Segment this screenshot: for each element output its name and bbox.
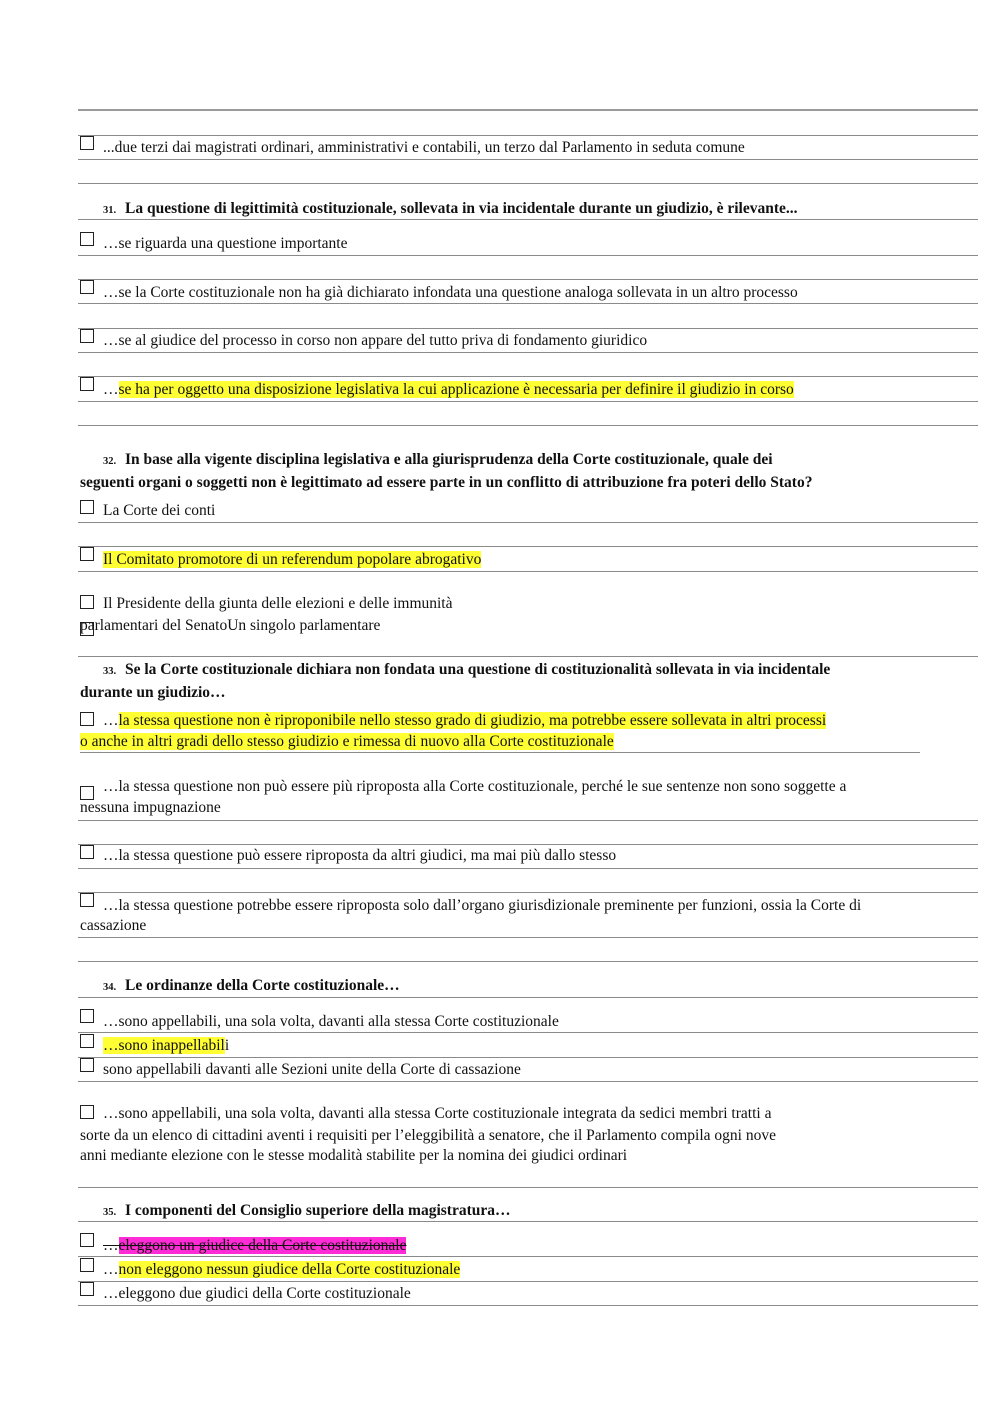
question-text: La questione di legittimità costituzionale, sollevata in via incidentale durante un giudizio, è rilevante...	[125, 200, 798, 217]
option-text: …la stessa questione può essere riproposta da altri giudici, ma mai più dallo stesso	[103, 847, 617, 864]
question-text: Le ordinanze della Corte costituzionale…	[125, 977, 400, 994]
checkbox[interactable]	[80, 893, 94, 907]
option-text-rest: i	[224, 1037, 230, 1054]
option-text-correct	[103, 711, 826, 731]
checkbox[interactable]	[80, 232, 94, 246]
question-35	[80, 1200, 978, 1223]
option-text: …eleggono due giudici della Corte costituzionale	[103, 1285, 411, 1302]
option-text: …se al giudice del processo in corso non appare del tutto priva di fondamento giuridico	[103, 332, 648, 349]
ellipsis: …	[103, 381, 119, 398]
option-text-cont	[80, 732, 980, 752]
checkbox[interactable]	[80, 377, 94, 391]
question-34	[80, 975, 978, 998]
option-text: …se riguarda una questione importante	[103, 235, 348, 252]
divider	[78, 1281, 978, 1282]
question-text-cont: seguenti organi o soggetti non è legittimato ad essere parte in un conflitto di attribuzione fra poteri dello Stato?	[80, 474, 813, 491]
checkbox[interactable]	[80, 329, 94, 343]
option-text: …sono appellabili, una sola volta, davanti alla stessa Corte costituzionale	[103, 1013, 559, 1030]
divider	[78, 328, 978, 329]
divider	[78, 571, 978, 572]
checkbox[interactable]	[80, 712, 94, 726]
divider	[78, 1057, 978, 1058]
option-text-correct	[103, 1036, 229, 1056]
checkbox[interactable]	[80, 1282, 94, 1296]
divider	[78, 820, 978, 821]
option-text-struck	[103, 1236, 406, 1256]
divider	[78, 1305, 978, 1306]
question-number: 31.	[103, 205, 117, 216]
option-text-correct	[103, 550, 481, 570]
checkbox[interactable]	[80, 280, 94, 294]
option-text: …sono appellabili, una sola volta, davanti alla stessa Corte costituzionale integrata da sedici membri tratti a	[103, 1105, 772, 1122]
option-text: Il Presidente della giunta delle elezioni e delle immunità	[103, 595, 453, 612]
divider	[80, 752, 920, 753]
option-text: …la stessa questione non può essere più riproposta alla Corte costituzionale, perché le sue sentenze non sono soggette a	[103, 778, 847, 795]
divider	[78, 844, 978, 845]
option-text: Un singolo parlamentare	[227, 617, 381, 634]
option-text-cont: nessuna impugnazione	[80, 799, 221, 816]
divider	[78, 279, 978, 280]
checkbox[interactable]	[80, 595, 94, 609]
highlighted-answer: la stessa questione non è riproponibile nello stesso grado di giudizio, ma potrebbe essere sollevata in altri processi	[118, 712, 827, 729]
question-31	[80, 198, 978, 221]
checkbox[interactable]	[80, 1009, 94, 1023]
divider	[78, 656, 978, 657]
checkbox[interactable]	[80, 1105, 94, 1119]
option-text-cont: cassazione	[80, 917, 147, 934]
checkbox[interactable]	[80, 500, 94, 514]
option-text: …la stessa questione potrebbe essere riproposta solo dall’organo giurisdizionale preminente per funzioni, ossia la Corte di	[103, 897, 862, 914]
option-text-line: parlamentari del Senato	[80, 617, 228, 634]
highlighted-answer: o anche in altri gradi dello stesso giudizio e rimessa di nuovo alla Corte costituzionale	[80, 733, 614, 750]
checkbox[interactable]	[80, 1058, 94, 1072]
highlighted-answer: se ha per oggetto una disposizione legislativa la cui applicazione è necessaria per definire il giudizio in corso	[118, 381, 794, 398]
divider	[78, 219, 978, 220]
option-text-cont: sorte da un elenco di cittadini aventi i requisiti per l’eleggibilità a senatore, che il Parlamento compila ogni nove	[80, 1127, 776, 1144]
divider	[78, 1221, 978, 1222]
divider	[78, 868, 978, 869]
option-text: ...due terzi dai magistrati ordinari, amministrativi e contabili, un terzo dal Parlamento in seduta comune	[103, 139, 745, 156]
checkbox[interactable]	[80, 1258, 94, 1272]
divider	[78, 937, 978, 938]
highlighted-answer: …sono inappellabil	[103, 1037, 225, 1054]
question-33	[80, 659, 978, 703]
question-number: 34.	[103, 982, 117, 993]
divider	[78, 376, 978, 377]
ellipsis: …	[103, 1261, 119, 1278]
divider	[78, 352, 978, 353]
divider	[78, 303, 978, 304]
question-text-cont: durante un giudizio…	[80, 684, 226, 701]
option-text-cont	[80, 616, 980, 636]
highlighted-answer: Il Comitato promotore di un referendum popolare abrogativo	[103, 551, 482, 568]
option-text: …se la Corte costituzionale non ha già dichiarato infondata una questione analoga sollevata in un altro processo	[103, 284, 798, 301]
checkbox[interactable]	[80, 845, 94, 859]
divider	[78, 401, 978, 402]
question-text: In base alla vigente disciplina legislativa e alla giurisprudenza della Corte costituzionale, quale dei	[125, 451, 773, 468]
option-text: La Corte dei conti	[103, 502, 216, 519]
option-text-correct	[103, 1260, 460, 1280]
divider	[78, 961, 978, 962]
divider	[78, 892, 978, 893]
question-text: Se la Corte costituzionale dichiara non fondata una questione di costituzionalità sollevata in via incidentale	[125, 661, 831, 678]
divider	[78, 522, 978, 523]
divider	[78, 159, 978, 160]
option-text-cont: anni mediante elezione con le stesse modalità stabilite per la nomina dei giudici ordinari	[80, 1147, 628, 1164]
divider	[78, 1187, 978, 1188]
divider	[78, 546, 978, 547]
ellipsis: …	[103, 1237, 119, 1254]
divider	[78, 135, 978, 136]
divider	[78, 1032, 978, 1033]
divider	[78, 1081, 978, 1082]
option-text-correct	[103, 380, 794, 400]
struck-highlighted-answer: eleggono un giudice della Corte costituzionale	[118, 1237, 407, 1254]
question-number: 35.	[103, 1207, 117, 1218]
question-32	[80, 449, 978, 493]
checkbox[interactable]	[80, 547, 94, 561]
checkbox[interactable]	[80, 136, 94, 150]
checkbox[interactable]	[80, 1233, 94, 1247]
option-text: sono appellabili davanti alle Sezioni unite della Corte di cassazione	[103, 1061, 521, 1078]
highlighted-answer: non eleggono nessun giudice della Corte costituzionale	[118, 1261, 461, 1278]
divider	[78, 255, 978, 256]
question-text: I componenti del Consiglio superiore della magistratura…	[125, 1202, 511, 1219]
divider	[78, 425, 978, 426]
ellipsis: …	[103, 712, 119, 729]
divider	[78, 997, 978, 998]
checkbox[interactable]	[80, 1034, 94, 1048]
divider	[78, 109, 978, 111]
question-number: 32.	[103, 456, 117, 467]
divider	[78, 183, 978, 184]
divider	[78, 1256, 978, 1257]
question-number: 33.	[103, 666, 117, 677]
